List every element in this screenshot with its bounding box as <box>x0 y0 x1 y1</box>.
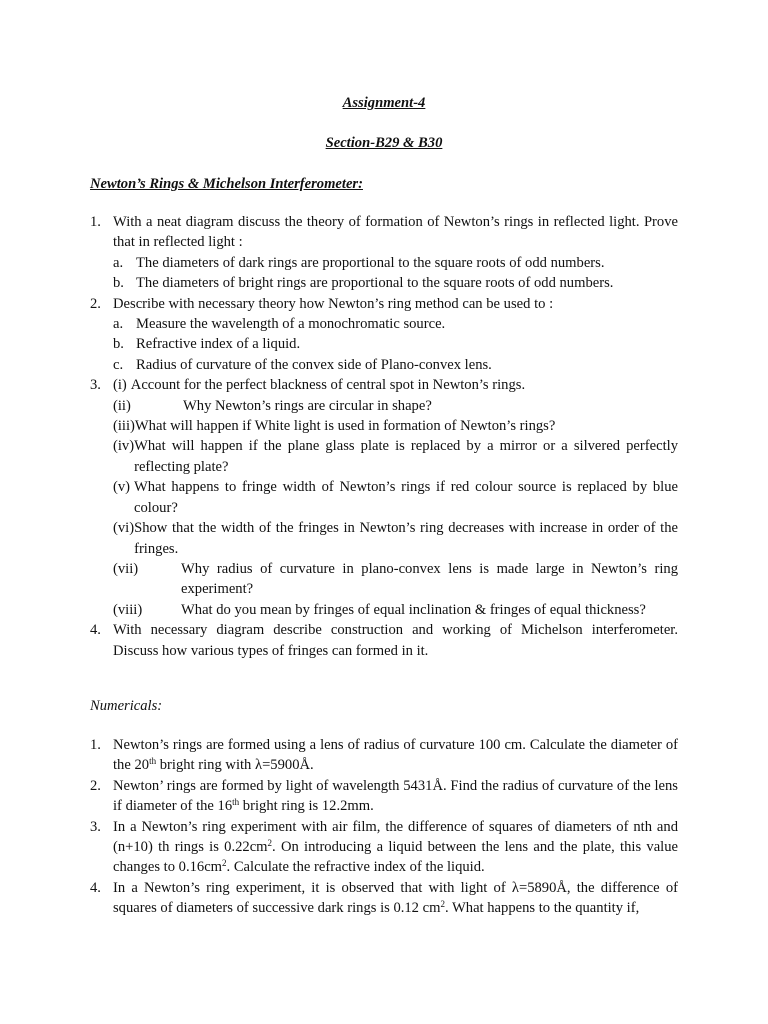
section-title: Section-B29 & B30 <box>325 135 443 151</box>
sub-question-text: The diameters of bright rings are proportional to the square roots of odd numbers. <box>136 275 614 292</box>
sub-question-label: a. <box>113 316 124 333</box>
part-text: What will happen if the plane glass plate is replaced by a mirror or a silvered perfectly reflecting plate? <box>134 438 678 475</box>
sub-question <box>113 273 678 293</box>
part-text: What will happen if White light is used in formation of Newton’s rings? <box>134 418 556 435</box>
question-number: 4. <box>90 622 101 639</box>
question-part <box>113 518 678 559</box>
question-part <box>113 559 678 600</box>
sub-question-text: The diameters of dark rings are proportional to the square roots of odd numbers. <box>136 254 605 271</box>
numerical-text: . What happens to the quantity if, <box>444 900 640 917</box>
part-label: (iv) <box>113 438 135 455</box>
question-text: Describe with necessary theory how Newton’s ring method can be used to : <box>113 295 554 312</box>
question-number: 3. <box>90 377 101 394</box>
theory-question-list <box>90 212 678 661</box>
sub-question-label: a. <box>113 254 124 271</box>
superscript: 2 <box>440 899 445 910</box>
sub-question-text: Measure the wavelength of a monochromatic source. <box>136 316 446 333</box>
numericals-list <box>90 735 678 919</box>
part-text: Why Newton’s rings are circular in shape? <box>183 397 432 414</box>
numerical-number: 3. <box>90 818 101 835</box>
question-2 <box>90 294 678 376</box>
superscript: th <box>232 797 240 808</box>
sub-question-label: c. <box>113 356 124 373</box>
sub-question-text: Refractive index of a liquid. <box>136 336 301 353</box>
sub-question-label: b. <box>113 336 124 353</box>
part-label: (i) <box>113 377 127 394</box>
numerical-1 <box>90 735 678 776</box>
numerical-text: Newton’s rings are formed using a lens of radius of curvature 100 cm. Calculate the diameter of the 20 <box>113 737 678 774</box>
question-number: 1. <box>90 214 101 230</box>
numerical-text: bright ring with λ=5900Å. <box>156 757 314 774</box>
question-part <box>113 375 678 395</box>
numerical-text: . On introducing a liquid between the lens and the plate, this value changes to 0.16cm <box>113 839 679 876</box>
numerical-4 <box>90 878 678 919</box>
superscript: 2 <box>267 838 273 849</box>
part-label: (vii) <box>113 560 139 577</box>
part-label: (ii) <box>113 397 131 414</box>
theory-heading: Newton’s Rings & Michelson Interferometer: <box>90 176 363 192</box>
sub-question <box>113 355 678 375</box>
question-part <box>113 600 678 620</box>
question-text: With a neat diagram discuss the theory of formation of Newton’s rings in reflected light. Prove that in reflected light : <box>113 214 678 251</box>
numerical-2 <box>90 776 678 817</box>
numerical-number: 2. <box>90 777 101 794</box>
question-3 <box>90 375 678 620</box>
part-text: Account for the perfect blackness of central spot in Newton’s rings. <box>130 377 526 394</box>
part-text: What do you mean by fringes of equal inclination & fringes of equal thickness? <box>181 601 646 618</box>
part-text: What happens to fringe width of Newton’s rings if red colour source is replaced by blue colour? <box>134 479 678 516</box>
numerical-text: In a Newton’s ring experiment, it is observed that with light of λ=5890Å, the difference of squares of diameters of successive dark rings is 0.12 cm <box>113 879 678 917</box>
sub-question <box>113 314 678 334</box>
numericals-heading: Numericals: <box>90 698 163 714</box>
sub-question <box>113 253 678 273</box>
numerical-text: In a Newton’s ring experiment with air film, the difference of squares of diameters of nth and (n+10) th rings is 0.22cm <box>113 818 678 856</box>
numerical-number: 4. <box>90 879 101 896</box>
question-part <box>113 396 678 416</box>
numerical-number: 1. <box>90 737 101 753</box>
part-label: (viii) <box>113 601 143 618</box>
question-text: With necessary diagram describe construction and working of Michelson interferometer. Discuss how various types of fringes can formed in it. <box>113 622 678 659</box>
numerical-text: . Calculate the refractive index of the liquid. <box>226 859 485 876</box>
sub-question-label: b. <box>113 275 124 292</box>
sub-question-text: Radius of curvature of the convex side of Plano-convex lens. <box>136 356 492 373</box>
part-text: Why radius of curvature in plano-convex lens is made large in Newton’s ring experiment? <box>181 560 678 598</box>
assignment-title: Assignment-4 <box>342 95 426 111</box>
sub-question <box>113 334 678 354</box>
numerical-text: bright ring is 12.2mm. <box>239 798 374 815</box>
part-label: (v) <box>113 479 131 496</box>
superscript: 2 <box>222 858 227 869</box>
question-1 <box>90 212 678 294</box>
question-part <box>113 436 678 477</box>
question-part <box>113 416 678 436</box>
part-label: (vi) <box>113 520 135 537</box>
numerical-text: Newton’ rings are formed by light of wavelength 5431Å. Find the radius of curvature of the lens if diameter of the 16 <box>113 777 678 815</box>
numerical-3 <box>90 817 678 878</box>
part-label: (iii) <box>113 418 135 435</box>
question-part <box>113 477 678 518</box>
question-number: 2. <box>90 295 101 312</box>
part-text: Show that the width of the fringes in Newton’s ring decreases with increase in order of the fringes. <box>134 520 678 557</box>
superscript: th <box>149 756 157 767</box>
question-4 <box>90 620 678 661</box>
